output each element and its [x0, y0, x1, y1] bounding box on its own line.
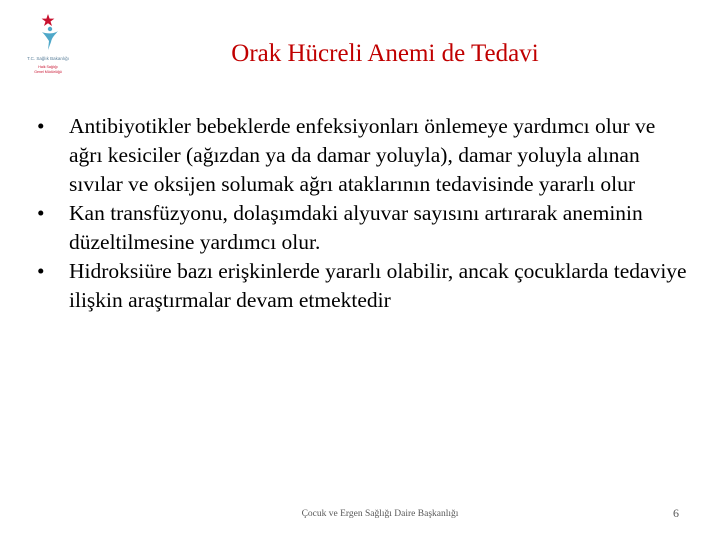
- slide-title-container: [0, 40, 720, 68]
- bullet-text: Hidroksiüre bazı erişkinlerde yararlı olabilir, ancak çocuklarda tedaviye ilişkin araştırmalar devam etmektedir: [69, 259, 687, 312]
- bullet-item-antibiotics: [37, 112, 687, 199]
- bullet-item-transfusion: [37, 199, 687, 257]
- logo-ministry-text: T.C. Sağlık Bakanlığı: [27, 56, 69, 61]
- bullet-text: Kan transfüzyonu, dolaşımdaki alyuvar sayısını artırarak aneminin düzeltilmesine yardımcı olur.: [69, 201, 643, 254]
- bullet-text: Antibiyotikler bebeklerde enfeksiyonları önlemeye yardımcı olur ve ağrı kesiciler (ağızdan ya da damar yoluyla), damar yoluyla alınan sıvılar ve oksijen solumak ağrı ataklarının tedavisinde yararlı olur: [69, 114, 656, 196]
- bullet-mark: •: [37, 114, 45, 138]
- logo-department-text: Halk Sağlığı: [38, 65, 58, 69]
- slide-title: Orak Hücreli Anemi de Tedavi: [231, 40, 539, 67]
- bullet-item-hydroxyurea: [37, 257, 687, 315]
- logo-directorate-text: Genel Müdürlüğü: [34, 70, 62, 74]
- footer-text: Çocuk ve Ergen Sağlığı Daire Başkanlığı: [301, 509, 459, 519]
- bullet-mark: •: [37, 201, 45, 225]
- page-number: 6: [673, 506, 679, 520]
- bullet-mark: •: [37, 259, 45, 283]
- bullet-list: [37, 112, 687, 315]
